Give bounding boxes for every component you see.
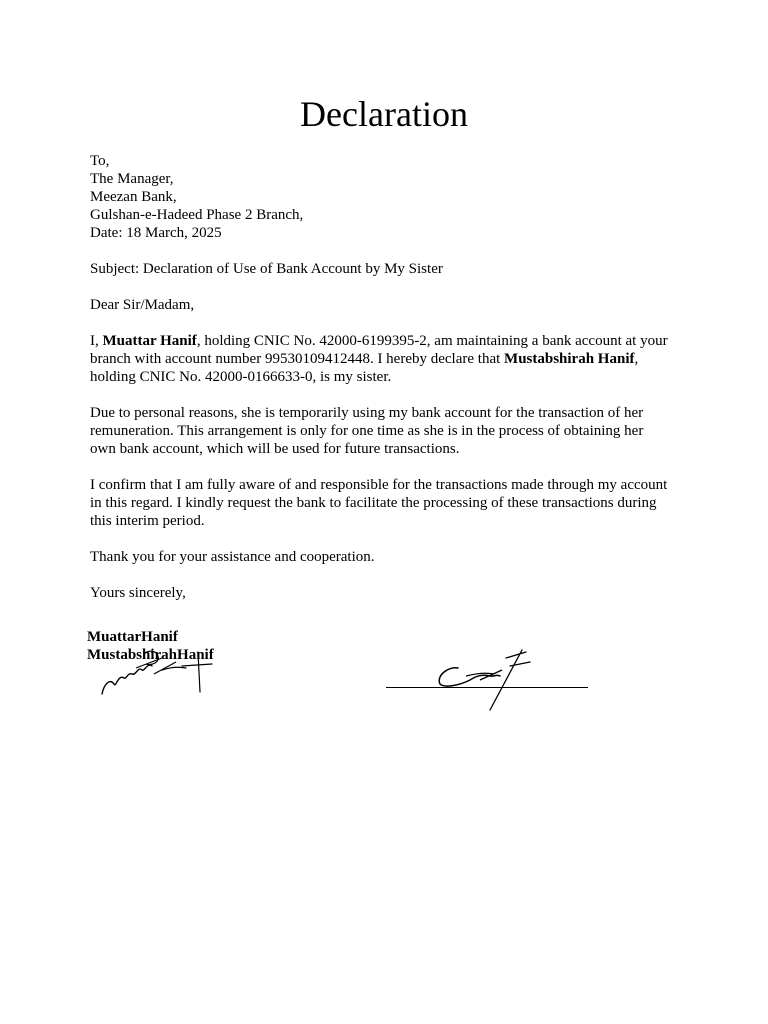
text-fragment: I, — [90, 333, 103, 349]
signature-right-icon — [430, 646, 540, 714]
paragraph-confirmation-line-3: this interim period. — [90, 513, 205, 529]
salutation-text: Dear Sir/Madam, — [90, 297, 195, 313]
signature-left-icon — [96, 644, 216, 700]
paragraph-identity-line-3: holding CNIC No. 42000-0166633-0, is my sister. — [90, 369, 392, 385]
subject-line — [90, 260, 680, 278]
paragraph-identity-line-1 — [90, 332, 680, 350]
text-fragment: , — [634, 351, 639, 367]
text-fragment: branch with account number 99530109412448. I hereby declare that — [90, 351, 505, 367]
text-fragment: , holding CNIC No. 42000-6199395-2, am maintaining a bank account at your — [196, 333, 668, 349]
thanks-text: Thank you for your assistance and cooperation. — [90, 549, 375, 565]
paragraph-confirmation-line-1: I confirm that I am fully aware of and responsible for the transactions made through my account — [90, 477, 668, 493]
paragraph-reason-line-1: Due to personal reasons, she is temporarily using my bank account for the transaction of her — [90, 405, 644, 421]
salutation — [90, 296, 680, 314]
address-block — [90, 152, 680, 242]
subject-text: Subject: Declaration of Use of Bank Account by My Sister — [90, 261, 443, 277]
thanks-line — [90, 548, 680, 566]
closing-text: Yours sincerely, — [90, 585, 186, 601]
signatory-name-first: MuattarHanif — [87, 629, 178, 645]
address-to: To, — [90, 153, 110, 169]
paragraph-reason — [90, 404, 680, 458]
address-bank: Meezan Bank, — [90, 189, 177, 205]
paragraph-identity — [90, 332, 680, 386]
page-title: Declaration — [300, 94, 468, 134]
address-branch: Gulshan-e-Hadeed Phase 2 Branch, — [90, 207, 304, 223]
address-recipient: The Manager, — [90, 171, 174, 187]
sister-name: Mustabshirah Hanif — [504, 351, 635, 367]
paragraph-confirmation-line-2: in this regard. I kindly request the bank to facilitate the processing of these transactions during — [90, 495, 657, 511]
declarant-name: Muattar Hanif — [102, 333, 197, 349]
signatory-name-second: MustabshirahHanif — [87, 647, 214, 663]
letter-body — [90, 152, 680, 620]
paragraph-identity-line-2 — [90, 350, 680, 368]
paragraph-confirmation — [90, 476, 680, 530]
closing-line — [90, 584, 680, 602]
letter-date: Date: 18 March, 2025 — [90, 225, 222, 241]
paragraph-reason-line-2: remuneration. This arrangement is only for one time as she is in the process of obtaining her — [90, 423, 644, 439]
paragraph-reason-line-3: own bank account, which will be used for future transactions. — [90, 441, 460, 457]
